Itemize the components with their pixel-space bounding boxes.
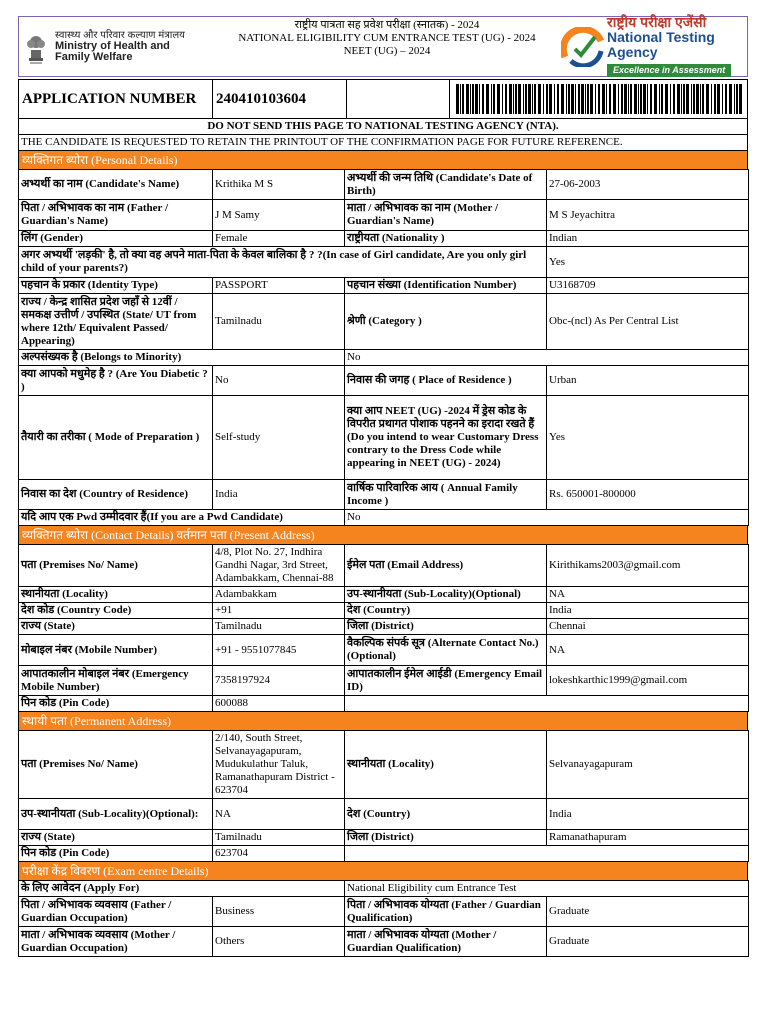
table-row — [19, 200, 749, 231]
ministry-english-line1: Ministry of Health and — [55, 40, 170, 52]
field-value: Others — [213, 927, 345, 957]
nta-logo-icon — [561, 27, 605, 67]
table-row — [19, 247, 749, 278]
section-contact-details: व्यक्तिगत ब्योरा (Contact Details) वर्तमान पता (Present Address) — [18, 526, 748, 544]
field-label: तैयारी का तरीका ( Mode of Preparation ) — [19, 396, 213, 480]
nta-name-english: National Testing Agency — [607, 29, 715, 60]
table-row — [19, 881, 749, 897]
field-label: आपातकालीन ईमेल आईडी (Emergency Email ID) — [345, 666, 547, 696]
table-row — [19, 603, 749, 619]
field-label: माता / अभिभावक व्यवसाय (Mother / Guardian Occupation) — [19, 927, 213, 957]
table-row — [19, 294, 749, 350]
nta-name-hindi: राष्ट्रीय परीक्षा एजेंसी — [607, 14, 707, 30]
field-value: Tamilnadu — [213, 830, 345, 846]
application-number-value: 240410103604 — [213, 80, 347, 118]
field-label: स्थानीयता (Locality) — [345, 731, 547, 799]
exam-title-block — [213, 17, 561, 76]
field-value: PASSPORT — [213, 278, 345, 294]
exam-title-hindi: राष्ट्रीय पात्रता सह प्रवेश परीक्षा (स्नातक) - 2024 — [294, 19, 480, 31]
field-value: Kirithikams2003@gmail.com — [547, 545, 749, 587]
field-value: lokeshkarthic1999@gmail.com — [547, 666, 749, 696]
field-value: Tamilnadu — [213, 294, 345, 350]
field-label: मोबाइल नंबर (Mobile Number) — [19, 635, 213, 666]
field-label: उप-स्थानीयता (Sub-Locality)(Optional): — [19, 799, 213, 830]
field-value: Selvanayagapuram — [547, 731, 749, 799]
ministry-hindi: स्वास्थ्य और परिवार कल्याण मंत्रालय — [55, 30, 185, 41]
field-value: NA — [213, 799, 345, 830]
table-row — [19, 830, 749, 846]
field-value: Graduate — [547, 897, 749, 927]
field-value: Chennai — [547, 619, 749, 635]
table-row — [19, 799, 749, 830]
field-value: Self-study — [213, 396, 345, 480]
section-exam-centre-details: परीक्षा केंद्र विवरण (Exam centre Details) — [18, 862, 748, 880]
table-row — [19, 545, 749, 587]
table-row — [19, 278, 749, 294]
field-value: NA — [547, 587, 749, 603]
field-label: श्रेणी (Category ) — [345, 294, 547, 350]
field-value: No — [345, 510, 749, 526]
field-value: India — [547, 603, 749, 619]
field-label: यदि आप एक Pwd उम्मीदवार हैं(If you are a Pwd Candidate) — [19, 510, 345, 526]
table-row — [19, 366, 749, 396]
field-value: Ramanathapuram — [547, 830, 749, 846]
field-value: Rs. 650001-800000 — [547, 480, 749, 510]
notice-do-not-send: DO NOT SEND THIS PAGE TO NATIONAL TESTING AGENCY (NTA). — [19, 119, 747, 135]
field-label: देश कोड (Country Code) — [19, 603, 213, 619]
field-value: Obc-(ncl) As Per Central List — [547, 294, 749, 350]
field-label: देश (Country) — [345, 603, 547, 619]
field-label: माता / अभिभावक योग्यता (Mother / Guardian Qualification) — [345, 927, 547, 957]
table-row — [19, 396, 749, 480]
section-permanent-address: स्थायी पता (Permanent Address) — [18, 712, 748, 730]
field-value: Krithika M S — [213, 170, 345, 200]
field-label: देश (Country) — [345, 799, 547, 830]
field-label: पिता / अभिभावक का नाम (Father / Guardian's Name) — [19, 200, 213, 231]
field-value: J M Samy — [213, 200, 345, 231]
field-value: Female — [213, 231, 345, 247]
field-value: India — [213, 480, 345, 510]
field-value: +91 — [213, 603, 345, 619]
field-value: 27-06-2003 — [547, 170, 749, 200]
table-row — [19, 846, 749, 862]
table-row — [19, 480, 749, 510]
field-value: National Eligibility cum Entrance Test — [345, 881, 749, 897]
exam-centre-table — [18, 880, 749, 957]
field-value: +91 - 9551077845 — [213, 635, 345, 666]
field-value: 623704 — [213, 846, 345, 862]
table-row — [19, 510, 749, 526]
section-personal-details: व्यक्तिगत ब्योरा (Personal Details) — [18, 151, 748, 169]
field-label: माता / अभिभावक का नाम (Mother / Guardian's Name) — [345, 200, 547, 231]
field-label: पिन कोड (Pin Code) — [19, 846, 213, 862]
table-row — [19, 696, 749, 712]
table-row — [19, 350, 749, 366]
field-label: आपातकालीन मोबाइल नंबर (Emergency Mobile Number) — [19, 666, 213, 696]
barcode-icon — [450, 80, 747, 118]
field-label: जिला (District) — [345, 619, 547, 635]
nta-tagline: Excellence in Assessment — [607, 64, 731, 77]
exam-title-short: NEET (UG) – 2024 — [343, 45, 431, 57]
field-value: Yes — [547, 247, 749, 278]
application-number-row — [18, 79, 748, 119]
table-row — [19, 619, 749, 635]
table-row — [19, 635, 749, 666]
field-value: India — [547, 799, 749, 830]
field-label: स्थानीयता (Locality) — [19, 587, 213, 603]
table-row — [19, 666, 749, 696]
field-label: के लिए आवेदन (Apply For) — [19, 881, 345, 897]
table-row — [19, 897, 749, 927]
field-value: Tamilnadu — [213, 619, 345, 635]
table-row — [19, 927, 749, 957]
field-label: निवास का देश (Country of Residence) — [19, 480, 213, 510]
field-value: 7358197924 — [213, 666, 345, 696]
field-label: क्या आपको मधुमेह है ? (Are You Diabetic ? ) — [19, 366, 213, 396]
field-label: पिन कोड (Pin Code) — [19, 696, 213, 712]
table-row — [19, 231, 749, 247]
national-emblem-icon — [23, 28, 49, 66]
field-label: उप-स्थानीयता (Sub-Locality)(Optional) — [345, 587, 547, 603]
field-label: जिला (District) — [345, 830, 547, 846]
field-label: राज्य / केन्द्र शासित प्रदेश जहाँ से 12वीं / समकक्ष उत्तीर्ण / उपस्थित (State/ UT from where 12th/ Equivalent Passed/ Appearing) — [19, 294, 213, 350]
field-label: पहचान के प्रकार (Identity Type) — [19, 278, 213, 294]
field-value: U3168709 — [547, 278, 749, 294]
application-number-label: APPLICATION NUMBER — [19, 80, 213, 118]
field-value: No — [213, 366, 345, 396]
field-label: अगर अभ्यर्थी 'लड़की' है, तो क्या वह अपने माता-पिता के केवल बालिका है ? ?(In case of Girl candidate, Are you only girl child of your parents?) — [19, 247, 547, 278]
field-label: अभ्यर्थी की जन्म तिथि (Candidate's Date of Birth) — [345, 170, 547, 200]
field-value: 600088 — [213, 696, 345, 712]
field-value: Indian — [547, 231, 749, 247]
exam-title-english: NATIONAL ELIGIBILITY CUM ENTRANCE TEST (UG) - 2024 — [238, 32, 536, 44]
field-label: निवास की जगह ( Place of Residence ) — [345, 366, 547, 396]
field-value: NA — [547, 635, 749, 666]
field-label: क्या आप NEET (UG) -2024 में ड्रेस कोड के विपरीत प्रथागत पोशाक पहनने का इरादा रखते हैं (Do you intend to wear Customary Dress contrary to the Dress Code while appearing in NEET (UG) - 2024) — [345, 396, 547, 480]
confirmation-page — [18, 16, 748, 957]
field-label: पिता / अभिभावक व्यवसाय (Father / Guardian Occupation) — [19, 897, 213, 927]
field-label: अल्पसंख्यक है (Belongs to Minority) — [19, 350, 345, 366]
field-label: ईमेल पता (Email Address) — [345, 545, 547, 587]
field-value: 2/140, South Street, Selvanayagapuram, Mudukulathur Taluk, Ramanathapuram District - 623704 — [213, 731, 345, 799]
field-value: Business — [213, 897, 345, 927]
field-label: अभ्यर्थी का नाम (Candidate's Name) — [19, 170, 213, 200]
field-label: राज्य (State) — [19, 619, 213, 635]
field-label: लिंग (Gender) — [19, 231, 213, 247]
field-label: पहचान संख्या (Identification Number) — [345, 278, 547, 294]
personal-details-table — [18, 169, 749, 526]
table-row — [19, 731, 749, 799]
field-label: राज्य (State) — [19, 830, 213, 846]
field-label: वैकल्पिक संपर्क सूत्र (Alternate Contact No.) (Optional) — [345, 635, 547, 666]
nta-block — [561, 14, 747, 76]
field-value: M S Jeyachitra — [547, 200, 749, 231]
field-value: No — [345, 350, 749, 366]
table-row — [19, 587, 749, 603]
notice-retain-printout: THE CANDIDATE IS REQUESTED TO RETAIN THE PRINTOUT OF THE CONFIRMATION PAGE FOR FUTURE REFERENCE. — [21, 136, 623, 148]
field-value: Yes — [547, 396, 749, 480]
field-value: 4/8, Plot No. 27, Indhira Gandhi Nagar, 3rd Street, Adambakkam, Chennai-88 — [213, 545, 345, 587]
field-label: पिता / अभिभावक योग्यता (Father / Guardian Qualification) — [345, 897, 547, 927]
field-value: Graduate — [547, 927, 749, 957]
field-label: पता (Premises No/ Name) — [19, 731, 213, 799]
notice-block — [18, 119, 748, 151]
field-value: Urban — [547, 366, 749, 396]
field-label: पता (Premises No/ Name) — [19, 545, 213, 587]
contact-details-table — [18, 544, 749, 712]
permanent-address-table — [18, 730, 749, 862]
ministry-block — [19, 17, 213, 76]
field-label: वार्षिक पारिवारिक आय ( Annual Family Income ) — [345, 480, 547, 510]
field-value: Adambakkam — [213, 587, 345, 603]
page-header — [18, 16, 748, 77]
ministry-english-line2: Family Welfare — [55, 51, 133, 63]
field-label: राष्ट्रीयता (Nationality ) — [345, 231, 547, 247]
table-row — [19, 170, 749, 200]
